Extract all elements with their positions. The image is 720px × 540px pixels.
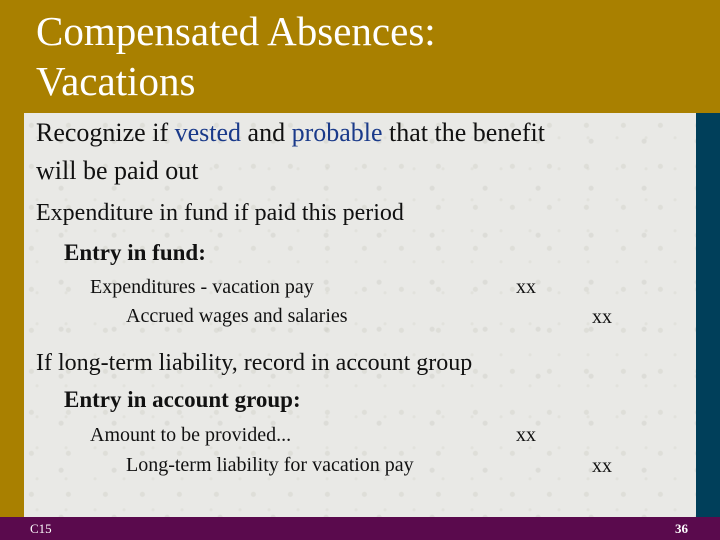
entry-in-account-group-heading: Entry in account group: [64,387,301,412]
group-debit-amount: xx [516,424,536,446]
right-accent-bar [696,113,720,517]
bullet-recognize-part1: Recognize if [36,118,175,147]
title-bar [0,0,720,113]
title-line-2: Vacations [36,58,196,104]
bullet-recognize [36,118,545,148]
entry-in-fund-heading: Entry in fund: [64,240,206,265]
page-number: 36 [675,521,688,536]
fund-debit-amount: xx [516,276,536,298]
slide-title [36,6,436,106]
fund-credit-account: Accrued wages and salaries [126,305,348,327]
keyword-vested: vested [174,118,242,147]
bullet-long-term: If long-term liability, record in account group [36,350,473,376]
keyword-probable: probable [291,118,383,147]
group-credit-account: Long-term liability for vacation pay [126,454,414,476]
bullet-recognize-part3: that the benefit [382,118,545,147]
footer-bar [0,517,720,540]
group-credit-amount: xx [592,455,612,477]
title-line-1: Compensated Absences: [36,8,436,54]
chapter-code: C15 [30,521,52,536]
left-accent-bar [0,0,24,540]
group-debit-account: Amount to be provided... [90,424,292,446]
bullet-recognize-line2: will be paid out [36,156,199,185]
fund-credit-amount: xx [592,306,612,328]
fund-debit-account: Expenditures - vacation pay [90,276,314,298]
bullet-expenditure: Expenditure in fund if paid this period [36,200,404,226]
bullet-recognize-part2: and [241,118,292,147]
